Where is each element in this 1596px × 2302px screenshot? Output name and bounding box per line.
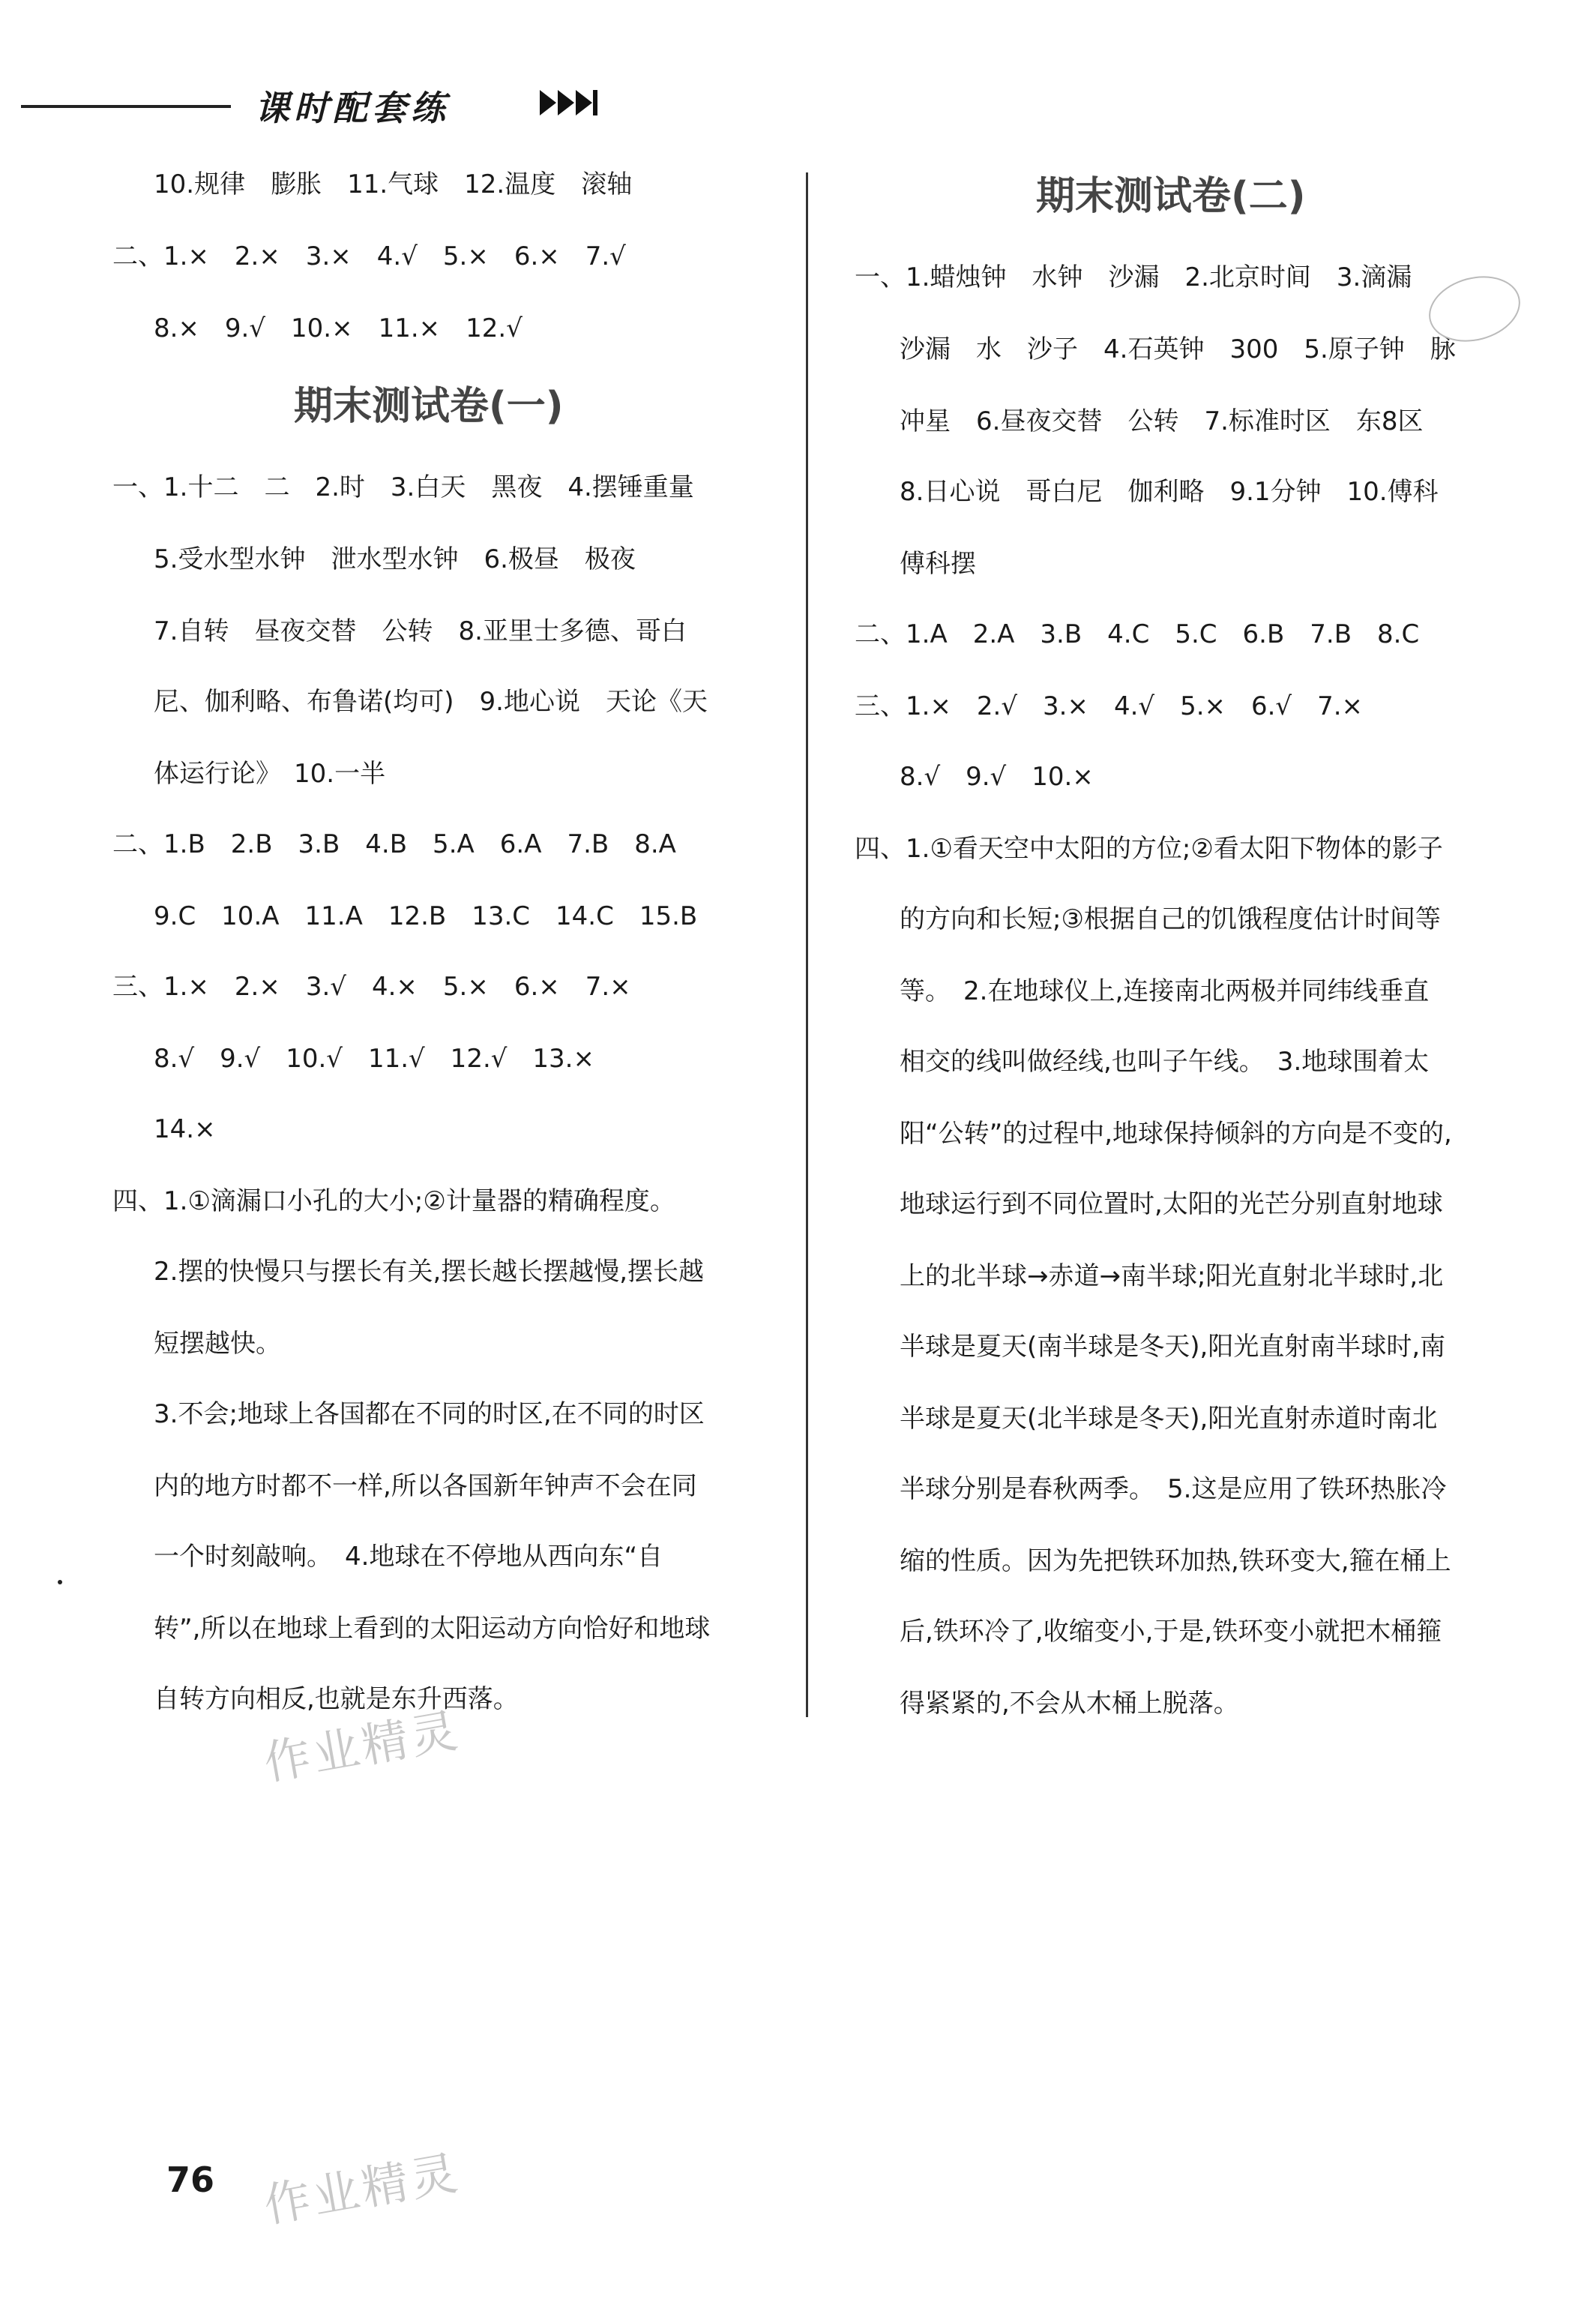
answer-line: 5.受水型水钟 泄水型水钟 6.极昼 极夜 bbox=[154, 544, 636, 574]
speck bbox=[58, 1580, 62, 1584]
answer-line: 转”,所以在地球上看到的太阳运动方向恰好和地球 bbox=[154, 1614, 711, 1644]
answer-line: 傅科摆 bbox=[900, 549, 976, 579]
answer-line: 尼、伽利略、布鲁诺(均可) 9.地心说 天论《天 bbox=[154, 687, 708, 717]
answer-line: 一个时刻敲响。 4.地球在不停地从西向东“自 bbox=[154, 1542, 663, 1572]
answer-line: 10.规律 膨胀 11.气球 12.温度 滚轴 bbox=[154, 169, 633, 199]
watermark: 作业精灵 bbox=[259, 1702, 465, 1791]
header-title: 课时配套练 bbox=[255, 88, 450, 128]
answer-line: 体运行论》 10.一半 bbox=[154, 759, 386, 789]
answer-line: 二、1.A 2.A 3.B 4.C 5.C 6.B 7.B 8.C bbox=[855, 619, 1420, 649]
page-number: 76 bbox=[166, 2160, 215, 2200]
answer-line: 一、1.十二 二 2.时 3.白天 黑夜 4.摆锤重量 bbox=[112, 472, 694, 502]
answer-line: 沙漏 水 沙子 4.石英钟 300 5.原子钟 脉 bbox=[900, 334, 1456, 364]
answer-line: 8.× 9.√ 10.× 11.× 12.√ bbox=[154, 313, 523, 343]
answer-line: 得紧紧的,不会从木桶上脱落。 bbox=[900, 1689, 1239, 1719]
answer-line: 半球是夏天(北半球是冬天),阳光直射赤道时南北 bbox=[900, 1404, 1438, 1434]
answer-line: 三、1.× 2.√ 3.× 4.√ 5.× 6.√ 7.× bbox=[855, 691, 1364, 721]
answer-line: 缩的性质。因为先把铁环加热,铁环变大,箍在桶上 bbox=[900, 1546, 1451, 1576]
section-title: 期末测试卷(二) bbox=[1036, 174, 1306, 219]
answer-line: 8.日心说 哥白尼 伽利略 9.1分钟 10.傅科 bbox=[900, 477, 1439, 507]
answer-line: 四、1.①看天空中太阳的方位;②看太阳下物体的影子 bbox=[855, 834, 1443, 864]
answer-line: 9.C 10.A 11.A 12.B 13.C 14.C 15.B bbox=[154, 901, 698, 931]
answer-line: 半球是夏天(南半球是冬天),阳光直射南半球时,南 bbox=[900, 1332, 1446, 1362]
answer-line: 短摆越快。 bbox=[154, 1329, 281, 1359]
watermark: 作业精灵 bbox=[259, 2145, 465, 2234]
answer-line: 自转方向相反,也就是东升西落。 bbox=[154, 1684, 519, 1714]
answer-line: 半球分别是春秋两季。 5.这是应用了铁环热胀冷 bbox=[900, 1474, 1447, 1504]
answer-line: 一、1.蜡烛钟 水钟 沙漏 2.北京时间 3.滴漏 bbox=[855, 262, 1412, 292]
answer-line: 的方向和长短;③根据自己的饥饿程度估计时间等 bbox=[900, 904, 1441, 934]
answer-line: 二、1.× 2.× 3.× 4.√ 5.× 6.× 7.√ bbox=[112, 241, 626, 271]
answer-line: 后,铁环冷了,收缩变小,于是,铁环变小就把木桶箍 bbox=[900, 1617, 1442, 1647]
answer-line: 冲星 6.昼夜交替 公转 7.标准时区 东8区 bbox=[900, 406, 1424, 436]
answer-line: 内的地方时都不一样,所以各国新年钟声不会在同 bbox=[154, 1471, 697, 1501]
answer-line: 7.自转 昼夜交替 公转 8.亚里士多德、哥白 bbox=[154, 616, 687, 646]
answer-line: 8.√ 9.√ 10.√ 11.√ 12.√ 13.× bbox=[154, 1044, 594, 1074]
fast-forward-icon bbox=[540, 87, 600, 118]
header-rule bbox=[21, 105, 231, 108]
answer-line: 8.√ 9.√ 10.× bbox=[900, 762, 1094, 792]
answer-line: 2.摆的快慢只与摆长有关,摆长越长摆越慢,摆长越 bbox=[154, 1257, 705, 1287]
answer-line: 二、1.B 2.B 3.B 4.B 5.A 6.A 7.B 8.A bbox=[112, 829, 676, 859]
answer-line: 相交的线叫做经线,也叫子午线。 3.地球围着太 bbox=[900, 1047, 1430, 1077]
column-divider bbox=[806, 172, 808, 1717]
answer-line: 上的北半球→赤道→南半球;阳光直射北半球时,北 bbox=[900, 1261, 1444, 1291]
answer-line: 等。 2.在地球仪上,连接南北两极并同纬线垂直 bbox=[900, 976, 1430, 1006]
answer-line: 四、1.①滴漏口小孔的大小;②计量器的精确程度。 bbox=[112, 1186, 675, 1216]
answer-line: 14.× bbox=[154, 1114, 216, 1144]
answer-line: 三、1.× 2.× 3.√ 4.× 5.× 6.× 7.× bbox=[112, 972, 631, 1002]
answer-line: 地球运行到不同位置时,太阳的光芒分别直射地球 bbox=[900, 1189, 1443, 1219]
answer-line: 阳“公转”的过程中,地球保持倾斜的方向是不变的, bbox=[900, 1119, 1452, 1149]
answer-line: 3.不会;地球上各国都在不同的时区,在不同的时区 bbox=[154, 1399, 705, 1429]
section-title: 期末测试卷(一) bbox=[294, 384, 564, 429]
